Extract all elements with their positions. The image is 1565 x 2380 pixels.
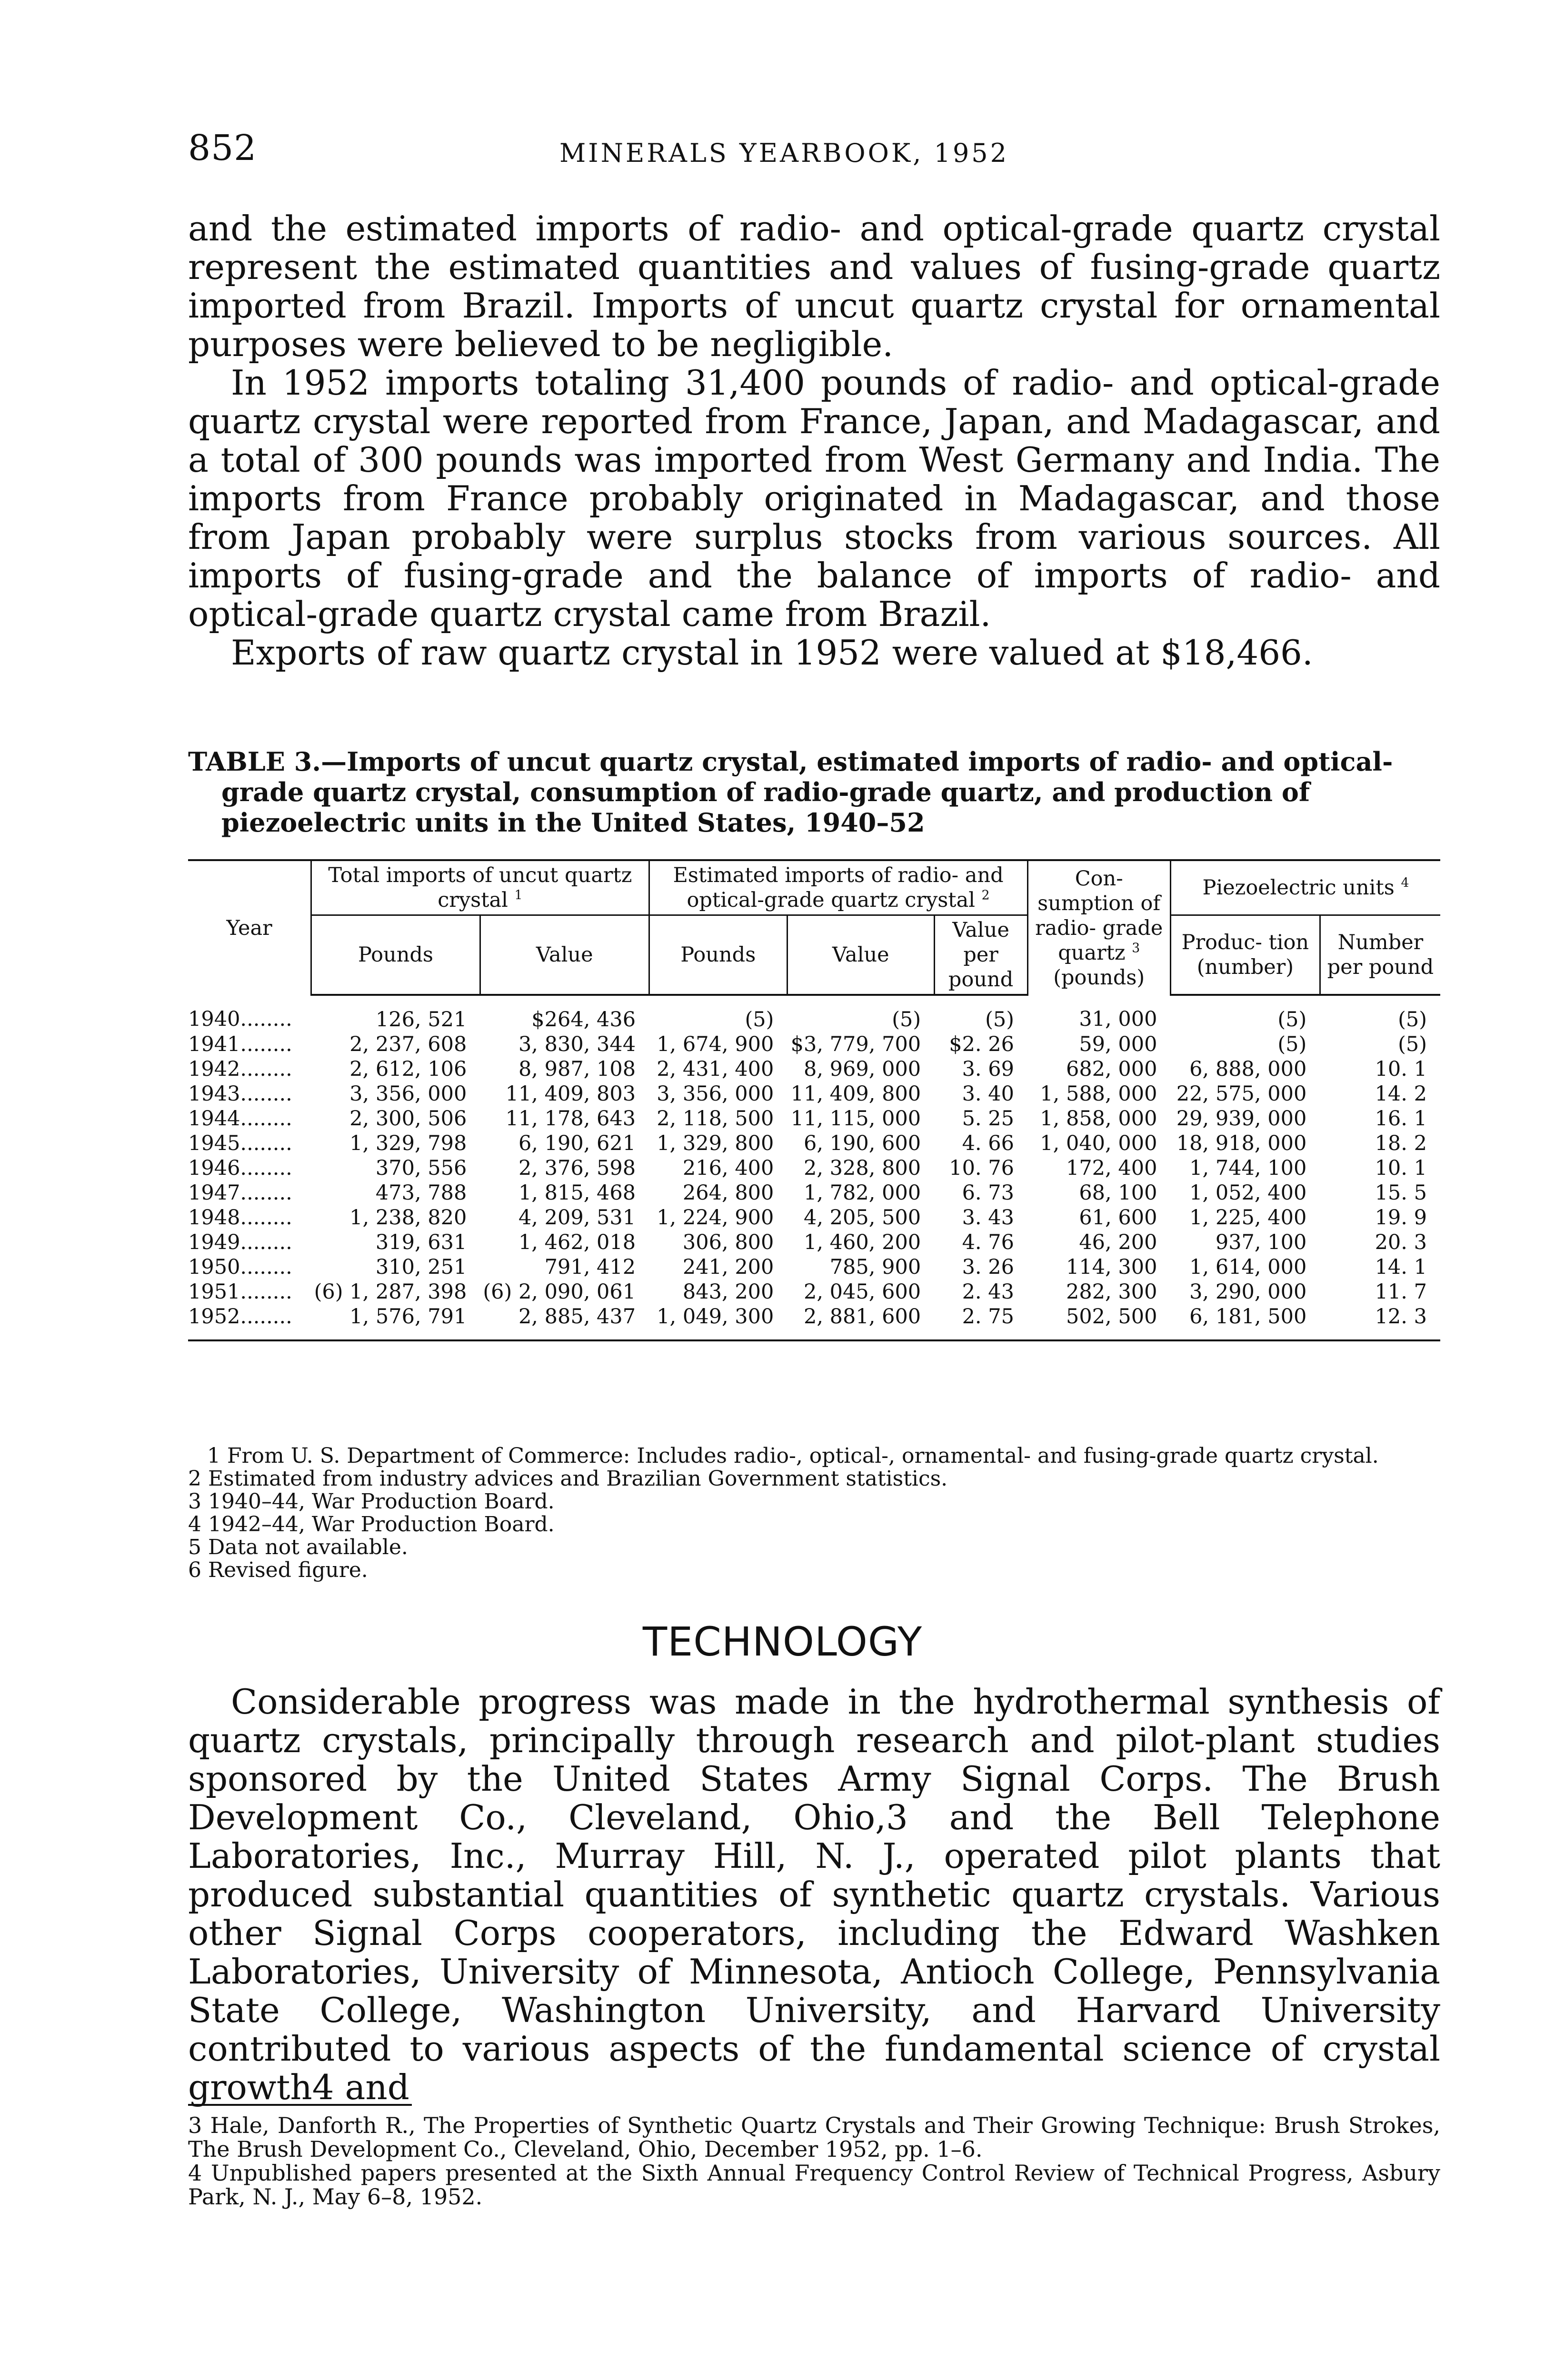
- table-cell: 785, 900: [829, 1255, 921, 1279]
- table-cell: (5): [985, 1008, 1014, 1031]
- table-cell: 1, 052, 400: [1189, 1181, 1307, 1205]
- table-row: [188, 1156, 1440, 1180]
- section-heading-technology: TECHNOLOGY: [642, 1618, 923, 1665]
- page-header: [188, 128, 1440, 180]
- table-cell: 14. 2: [1375, 1082, 1427, 1106]
- table-cell: 11, 178, 643: [505, 1107, 636, 1130]
- row-year: 1949........: [188, 1230, 292, 1254]
- table-cell: 1, 858, 000: [1040, 1107, 1157, 1130]
- technology-paragraph: Considerable progress was made in the hydrothermal synthesis of quartz crystals, principally through research and pilot-plant studies sponsored by the United States Army Signal Corps. The Brush Development Co., Cleveland, Ohio,3 and the Bell Telephone Laboratories, Inc., Murray Hill, N. J., operated pilot plants that produced substantial quantities of synthetic quartz crystals. Various other Signal Corps cooperators, including the Edward Washken Laboratories, University of Minnesota, Antioch College, Pennsylvania State College, Washington University, and Harvard University contributed to various aspects of the fundamental science of crystal growth4 and: [188, 1682, 1440, 2107]
- table-cell: 4. 76: [962, 1230, 1014, 1254]
- table-cell: 14. 1: [1375, 1255, 1427, 1279]
- page-footnote: 4 Unpublished papers presented at the Sixth Annual Frequency Control Review of Technical Progress, Asbury Park, N. J., May 6–8, 1952.: [188, 2160, 1440, 2210]
- table-cell: 6, 190, 600: [803, 1131, 921, 1155]
- table-cell: 1, 815, 468: [518, 1181, 636, 1205]
- table-cell: 68, 100: [1079, 1181, 1157, 1205]
- table-row: [188, 1057, 1440, 1081]
- table-cell: 2, 300, 506: [349, 1107, 467, 1130]
- header-value-estimated: Value: [787, 915, 934, 995]
- row-year: 1952........: [188, 1304, 311, 1340]
- table-row: [188, 1081, 1440, 1106]
- table-cell: 216, 400: [682, 1156, 774, 1180]
- table-cell: 22, 575, 000: [1176, 1082, 1307, 1106]
- table-row: [188, 1255, 1440, 1279]
- table-row: [188, 1205, 1440, 1230]
- table-cell: 1, 238, 820: [349, 1206, 467, 1230]
- table-cell: 10. 76: [949, 1156, 1014, 1180]
- table-cell: (5): [1277, 1032, 1307, 1056]
- table-row: [188, 1131, 1440, 1156]
- table-cell: 61, 600: [1079, 1206, 1157, 1230]
- header-pounds-estimated: Pounds: [649, 915, 787, 995]
- row-year: 1940........: [188, 1007, 292, 1031]
- table-cell: 3, 290, 000: [1189, 1280, 1307, 1304]
- header-total-imports: Total imports of uncut quartz crystal $^1$: [311, 860, 649, 915]
- header-consumption: Con- sumption of radio- grade quartz $^3$ (pounds): [1027, 860, 1170, 995]
- table-cell: 15. 5: [1375, 1181, 1427, 1205]
- table-row: [188, 1180, 1440, 1205]
- table-cell: 31, 000: [1079, 1007, 1157, 1031]
- table-cell: 2, 118, 500: [657, 1107, 774, 1130]
- table-cell: 114, 300: [1066, 1255, 1157, 1279]
- table-cell: 843, 200: [682, 1280, 774, 1304]
- quartz-imports-table: [188, 859, 1440, 1341]
- header-pounds: Pounds: [311, 915, 480, 995]
- table-cell: 1, 588, 000: [1040, 1082, 1157, 1106]
- header-piezoelectric: Piezoelectric units $^4$: [1170, 860, 1440, 915]
- intro-text: [188, 209, 1440, 672]
- table-cell: 1, 225, 400: [1189, 1206, 1307, 1230]
- table-row: [188, 1032, 1440, 1057]
- table-cell: 791, 412: [544, 1255, 636, 1279]
- header-number-per-pound: Number per pound: [1320, 915, 1440, 995]
- table-cell: $264, 436: [531, 1008, 636, 1031]
- row-year: 1946........: [188, 1156, 292, 1180]
- table-cell: 3, 356, 000: [349, 1082, 467, 1106]
- row-year: 1941........: [188, 1032, 292, 1056]
- table-cell: 10. 1: [1375, 1156, 1427, 1180]
- row-year: 1943........: [188, 1082, 292, 1106]
- table-row: [188, 1279, 1440, 1304]
- technology-text: [188, 1683, 1440, 2107]
- table-cell: 6, 888, 000: [1189, 1057, 1307, 1081]
- table-cell: 4, 205, 500: [803, 1206, 921, 1230]
- table-cell: 1, 329, 800: [657, 1131, 774, 1155]
- page-number: 852: [188, 128, 257, 169]
- header-production: Produc- tion (number): [1170, 915, 1320, 995]
- table-cell: 1, 049, 300: [649, 1304, 787, 1340]
- table-cell: 3. 43: [962, 1206, 1014, 1230]
- row-year: 1947........: [188, 1181, 292, 1205]
- table-cell: (5): [1398, 1008, 1427, 1031]
- table-cell: 6, 181, 500: [1170, 1304, 1320, 1340]
- table-cell: 682, 000: [1066, 1057, 1157, 1081]
- table-footnote: 2 Estimated from industry advices and Brazilian Government statistics.: [188, 1467, 948, 1491]
- table-cell: 6, 190, 621: [518, 1131, 636, 1155]
- table-footnote: 5 Data not available.: [188, 1535, 408, 1559]
- row-year: 1945........: [188, 1131, 292, 1155]
- table-cell: 1, 576, 791: [311, 1304, 480, 1340]
- table-cell: (5): [745, 1008, 774, 1031]
- table-cell: 11, 409, 800: [790, 1082, 921, 1106]
- table-row: [188, 1106, 1440, 1131]
- table-cell: (5): [1398, 1032, 1427, 1056]
- table-cell: 1, 329, 798: [349, 1131, 467, 1155]
- table-cell: 59, 000: [1079, 1032, 1157, 1056]
- table-cell: 4. 66: [962, 1131, 1014, 1155]
- table-cell: 1, 782, 000: [803, 1181, 921, 1205]
- table-cell: 20. 3: [1375, 1230, 1427, 1254]
- table-cell: 1, 040, 000: [1040, 1131, 1157, 1155]
- table-cell: 2, 237, 608: [349, 1032, 467, 1056]
- header-year: Year: [188, 860, 311, 995]
- row-year: 1942........: [188, 1057, 292, 1081]
- table-cell: 370, 556: [375, 1156, 467, 1180]
- table-cell: 12. 3: [1320, 1304, 1440, 1340]
- header-value: Value: [480, 915, 649, 995]
- table-cell: 319, 631: [375, 1230, 467, 1254]
- footnote-rule: [188, 2104, 412, 2106]
- table-cell: 1, 614, 000: [1189, 1255, 1307, 1279]
- table-cell: 2, 328, 800: [803, 1156, 921, 1180]
- table-cell: 937, 100: [1215, 1230, 1307, 1254]
- table-cell: 4, 209, 531: [518, 1206, 636, 1230]
- table-cell: 2, 612, 106: [349, 1057, 467, 1081]
- table-cell: 1, 224, 900: [657, 1206, 774, 1230]
- table-cell: 2, 881, 600: [787, 1304, 934, 1340]
- table-cell: 11, 409, 803: [505, 1082, 636, 1106]
- table-cell: 5. 25: [962, 1107, 1014, 1130]
- table-cell: 2. 43: [962, 1280, 1014, 1304]
- table-cell: 310, 251: [375, 1255, 467, 1279]
- table-cell: 306, 800: [682, 1230, 774, 1254]
- intro-paragraph-1: and the estimated imports of radio- and optical-grade quartz crystal represent the estimated quantities and values of fusing-grade quartz imported from Brazil. Imports of uncut quartz crystal for ornamental purposes were believed to be negligible.: [188, 208, 1440, 364]
- table-cell: 172, 400: [1066, 1156, 1157, 1180]
- table-cell: 19. 9: [1375, 1206, 1427, 1230]
- row-year: 1948........: [188, 1206, 292, 1230]
- row-year: 1951........: [188, 1280, 292, 1304]
- table-footnote: 1 From U. S. Department of Commerce: Includes radio-, optical-, ornamental- and fusing-grade quartz crystal.: [207, 1444, 1379, 1468]
- table-cell: 3. 69: [962, 1057, 1014, 1081]
- table-cell: 16. 1: [1375, 1107, 1427, 1130]
- table-cell: (6) 1, 287, 398: [314, 1280, 467, 1304]
- table-cell: 502, 500: [1027, 1304, 1170, 1340]
- table-row: [188, 1230, 1440, 1255]
- table-cell: 11, 115, 000: [790, 1107, 921, 1130]
- table-caption: TABLE 3.—Imports of uncut quartz crystal, estimated imports of radio- and optical-grade quartz crystal, consumption of radio-grade quartz, and production of piezoelectric units in the United States, 1940–52: [188, 746, 1393, 838]
- table-cell: 2, 431, 400: [657, 1057, 774, 1081]
- header-estimated-imports: Estimated imports of radio- and optical-grade quartz crystal $^2$: [649, 860, 1027, 915]
- table-footnote: 6 Revised figure.: [188, 1558, 368, 1582]
- table-row: [188, 995, 1440, 1032]
- table-cell: 2, 376, 598: [518, 1156, 636, 1180]
- table-cell: 10. 1: [1375, 1057, 1427, 1081]
- table-cell: 126, 521: [375, 1008, 467, 1031]
- table-cell: 241, 200: [682, 1255, 774, 1279]
- intro-paragraph-2: In 1952 imports totaling 31,400 pounds of radio- and optical-grade quartz crystal were reported from France, Japan, and Madagascar, and a total of 300 pounds was imported from West Germany and India. The imports from France probably originated in Madagascar, and those from Japan probably were surplus stocks from various sources. All imports of fusing-grade and the balance of imports of radio- and optical-grade quartz crystal came from Brazil.: [188, 363, 1440, 634]
- table-cell: 3, 356, 000: [657, 1082, 774, 1106]
- table-cell: 11. 7: [1375, 1280, 1427, 1304]
- header-value-per-pound: Value per pound: [934, 915, 1027, 995]
- table-cell: 2, 045, 600: [803, 1280, 921, 1304]
- table-cell: 18. 2: [1375, 1131, 1427, 1155]
- table-cell: 6. 73: [962, 1181, 1014, 1205]
- table-cell: 3. 26: [962, 1255, 1014, 1279]
- table-cell: 46, 200: [1079, 1230, 1157, 1254]
- table-cell: 8, 969, 000: [803, 1057, 921, 1081]
- table-cell: 8, 987, 108: [518, 1057, 636, 1081]
- table-cell: 29, 939, 000: [1176, 1107, 1307, 1130]
- table-body: [188, 995, 1440, 1340]
- table-cell: $3, 779, 700: [790, 1032, 921, 1056]
- table-cell: 3, 830, 344: [518, 1032, 636, 1056]
- table-cell: 282, 300: [1066, 1280, 1157, 1304]
- table-row: [188, 1304, 1440, 1340]
- table-cell: 3. 40: [962, 1082, 1014, 1106]
- table-cell: 473, 788: [375, 1181, 467, 1205]
- table-cell: 2, 885, 437: [480, 1304, 649, 1340]
- page-footnote: 3 Hale, Danforth R., The Properties of Synthetic Quartz Crystals and Their Growing Technique: Brush Strokes, The Brush Development Co., Cleveland, Ohio, December 1952, pp. 1–6.: [188, 2112, 1440, 2162]
- table-cell: (5): [892, 1008, 921, 1031]
- row-year: 1944........: [188, 1107, 292, 1130]
- table-footnotes: [188, 1445, 1440, 1582]
- table-footnote: 3 1940–44, War Production Board.: [188, 1489, 555, 1514]
- row-year: 1950........: [188, 1255, 292, 1279]
- table-cell: 1, 462, 018: [518, 1230, 636, 1254]
- table-cell: (6) 2, 090, 061: [483, 1280, 636, 1304]
- table-cell: 1, 744, 100: [1189, 1156, 1307, 1180]
- table-cell: 264, 800: [682, 1181, 774, 1205]
- table-cell: $2. 26: [949, 1032, 1014, 1056]
- intro-paragraph-3: Exports of raw quartz crystal in 1952 were valued at $18,466.: [231, 633, 1313, 673]
- table-cell: (5): [1277, 1008, 1307, 1031]
- table-cell: 18, 918, 000: [1176, 1131, 1307, 1155]
- running-head: MINERALS YEARBOOK, 1952: [559, 138, 1009, 168]
- page-footnotes: [188, 2113, 1440, 2209]
- table-footnote: 4 1942–44, War Production Board.: [188, 1512, 555, 1537]
- table-cell: 1, 674, 900: [657, 1032, 774, 1056]
- table-cell: 1, 460, 200: [803, 1230, 921, 1254]
- table-cell: 2. 75: [934, 1304, 1027, 1340]
